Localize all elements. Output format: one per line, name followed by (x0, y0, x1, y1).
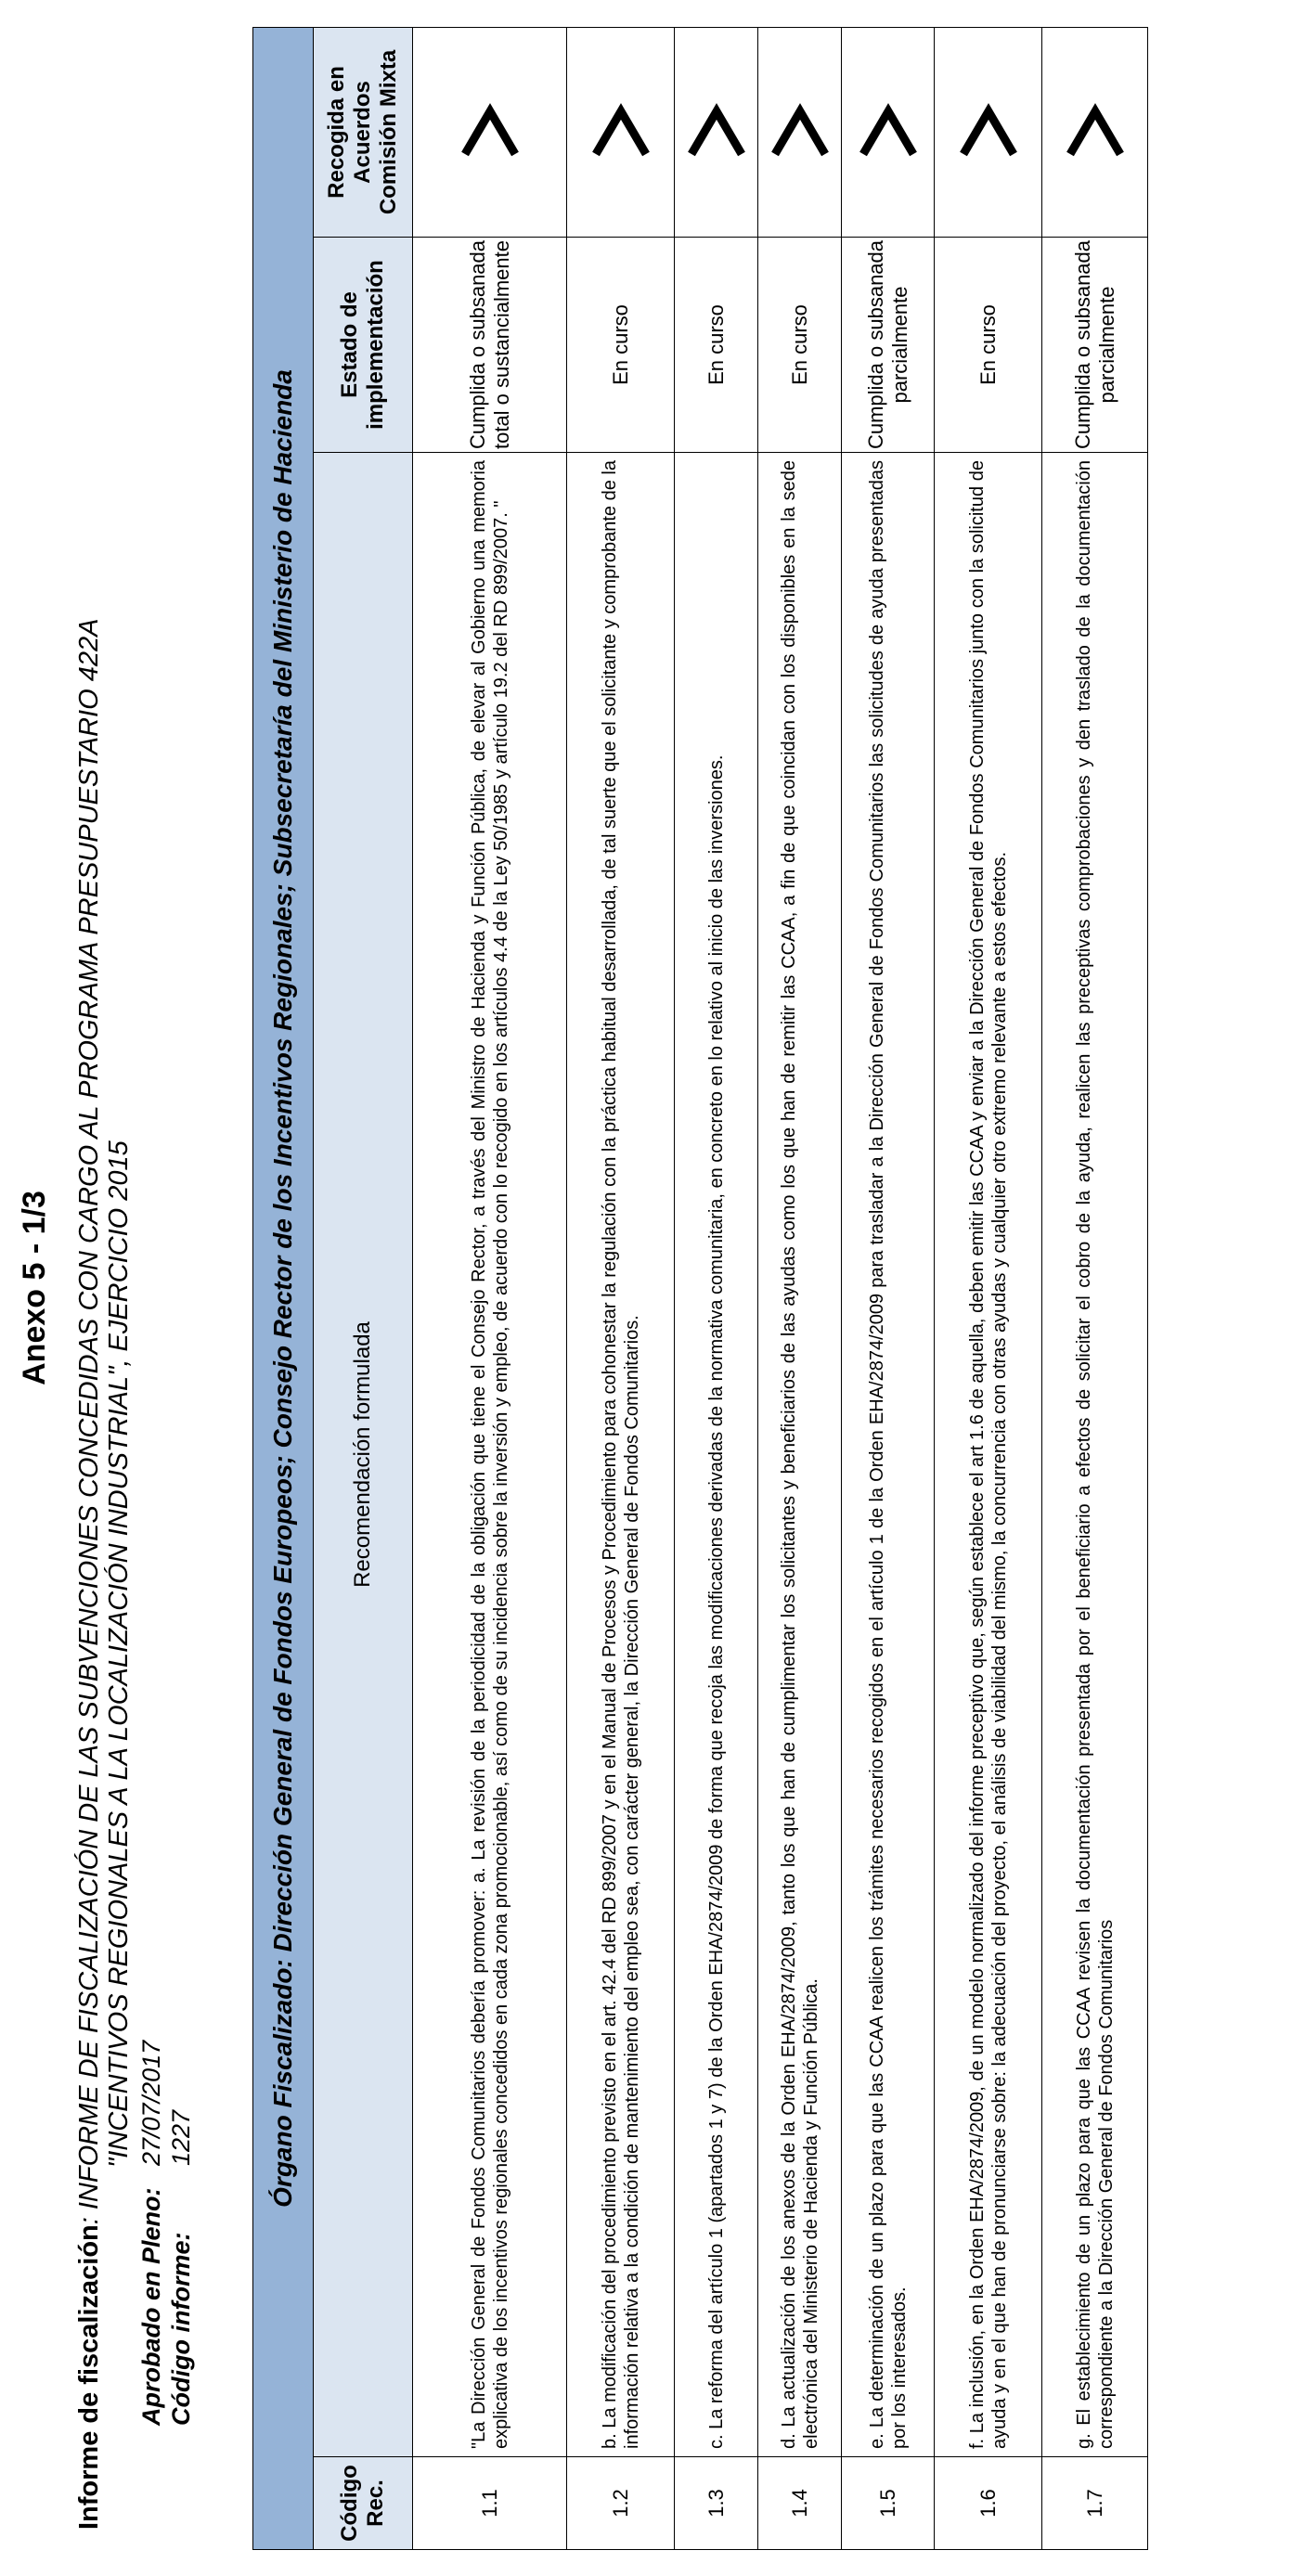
row-code: 1.4 (758, 2457, 842, 2550)
row-recommendation: "La Dirección General de Fondos Comunitarios debería promover: a. La revisión de la periodicidad de la obligación que tiene el Consejo Rector, a través del Ministro de Hacienda y Función Pública, de elevar al Gobierno una memoria explicativa de los incentivos regionales concedidos en cada zona promocionable, así como de su incidencia sobre la inversión y empleo, de acuerdo con lo recogido en los artículos 4.4 de la Ley 50/1985 y artículo 19.2 del RD 899/2007. " (413, 453, 567, 2457)
report-label: Informe de fiscalización (74, 2224, 104, 2530)
row-collected (758, 27, 842, 237)
row-code: 1.5 (842, 2457, 935, 2550)
table-row (1042, 27, 1148, 2549)
row-code: 1.2 (567, 2457, 675, 2550)
row-state: En curso (935, 238, 1042, 453)
row-code: 1.6 (935, 2457, 1042, 2550)
check-icon (858, 29, 919, 236)
row-state: En curso (675, 238, 758, 453)
approved-label: Aprobado en Pleno: (137, 2187, 165, 2426)
row-code: 1.1 (413, 2457, 567, 2550)
row-collected (413, 27, 567, 237)
row-state: En curso (567, 238, 675, 453)
code-value: 1227 (167, 2109, 195, 2166)
recommendations-table (252, 27, 1148, 2550)
table-row (413, 27, 567, 2549)
row-collected (842, 27, 935, 237)
report-title-line1: : INFORME DE FISCALIZACIÓN DE LAS SUBVENCIONES CONCEDIDAS CON CARGO AL PROGRAMA PRESUPUESTARIO 422A (74, 618, 104, 2225)
row-collected (675, 27, 758, 237)
code-label: Código informe: (167, 2232, 195, 2426)
row-state: Cumplida o subsanada parcialmente (842, 238, 935, 453)
header-code: Código Rec. (314, 2457, 413, 2550)
row-recommendation: b. La modificación del procedimiento previsto en el art. 42.4 del RD 899/2007 y en el Manual de Procesos y Procedimiento para cohonestar la regulación con la práctica habitual desarrollada, de tal suerte que el solicitante y comprobante de la información relativa a la condición de mantenimiento del empleo sea, con carácter general, la Dirección General de Fondos Comunitarios. (567, 453, 675, 2457)
header-recommendation: Recomendación formulada (314, 453, 413, 2457)
row-recommendation: e. La determinación de un plazo para que las CCAA realicen los trámites necesarios recogidos en el artículo 1 de la Orden EHA/2874/2009 para trasladar a la Dirección General de Fondos Comunitarios las solicitudes de ayuda presentadas por los interesados. (842, 453, 935, 2457)
row-recommendation: g. El establecimiento de un plazo para que las CCAA revisen la documentación presentada por el beneficiario a efectos de solicitar el cobro de la ayuda, realicen las preceptivas comprobaciones y den traslado de la documentación correspondiente a la Dirección General de Fondos Comunitarios (1042, 453, 1148, 2457)
row-collected (567, 27, 675, 237)
check-icon (958, 29, 1019, 236)
table-row (758, 27, 842, 2549)
report-meta (136, 2041, 196, 2426)
annex-title: Anexo 5 - 1/3 (17, 1191, 52, 1385)
row-state: En curso (758, 238, 842, 453)
row-collected (1042, 27, 1148, 237)
report-header (74, 619, 134, 2530)
row-code: 1.3 (675, 2457, 758, 2550)
row-recommendation: d. La actualización de los anexos de la Orden EHA/2874/2009, tanto los que han de cumplimentar los solicitantes y beneficiarios de las ayudas como los que han de remitir las CCAA, a fin de que coincidan con los disponibles en la sede electrónica del Ministerio de Hacienda y Función Pública. (758, 453, 842, 2457)
header-collected: Recogida en Acuerdos Comisión Mixta (314, 27, 413, 237)
check-icon (769, 29, 831, 236)
check-icon (459, 29, 521, 236)
header-state: Estado de implementación (314, 238, 413, 453)
report-title-line2: "INCENTIVOS REGIONALES A LA LOCALIZACIÓN INDUSTRIAL", EJERCICIO 2015 (104, 1140, 134, 2168)
table-row (567, 27, 675, 2549)
row-recommendation: f. La inclusión, en la Orden EHA/2874/2009, de un modelo normalizado del informe preceptivo que, según establece el art 1.6 de aquella, deben emitir las CCAA y enviar a la Dirección General de Fondos Comunitarios junto con la solicitud de ayuda y en el que han de pronunciarse sobre: la adecuación del proyecto, el análisis de viabilidad del mismo, la concurrencia con otras ayudas y cualquier otro extremo relevante a estos efectos. (935, 453, 1042, 2457)
row-state: Cumplida o subsanada parcialmente (1042, 238, 1148, 453)
row-collected (935, 27, 1042, 237)
row-recommendation: c. La reforma del artículo 1 (apartados 1 y 7) de la Orden EHA/2874/2009 de forma que recoja las modificaciones derivadas de la normativa comunitaria, en concreto en lo relativo al inicio de las inversiones. (675, 453, 758, 2457)
organ-header: Órgano Fiscalizado: Dirección General de Fondos Europeos; Consejo Rector de los Incentivos Regionales; Subsecretaría del Ministerio de Hacienda (253, 27, 314, 2549)
table-row (935, 27, 1042, 2549)
table-row (675, 27, 758, 2549)
check-icon (590, 29, 652, 236)
row-code: 1.7 (1042, 2457, 1148, 2550)
row-state: Cumplida o subsanada total o sustancialmente (413, 238, 567, 453)
table-row (842, 27, 935, 2549)
approved-value: 27/07/2017 (137, 2040, 165, 2166)
check-icon (686, 29, 747, 236)
check-icon (1065, 29, 1126, 236)
